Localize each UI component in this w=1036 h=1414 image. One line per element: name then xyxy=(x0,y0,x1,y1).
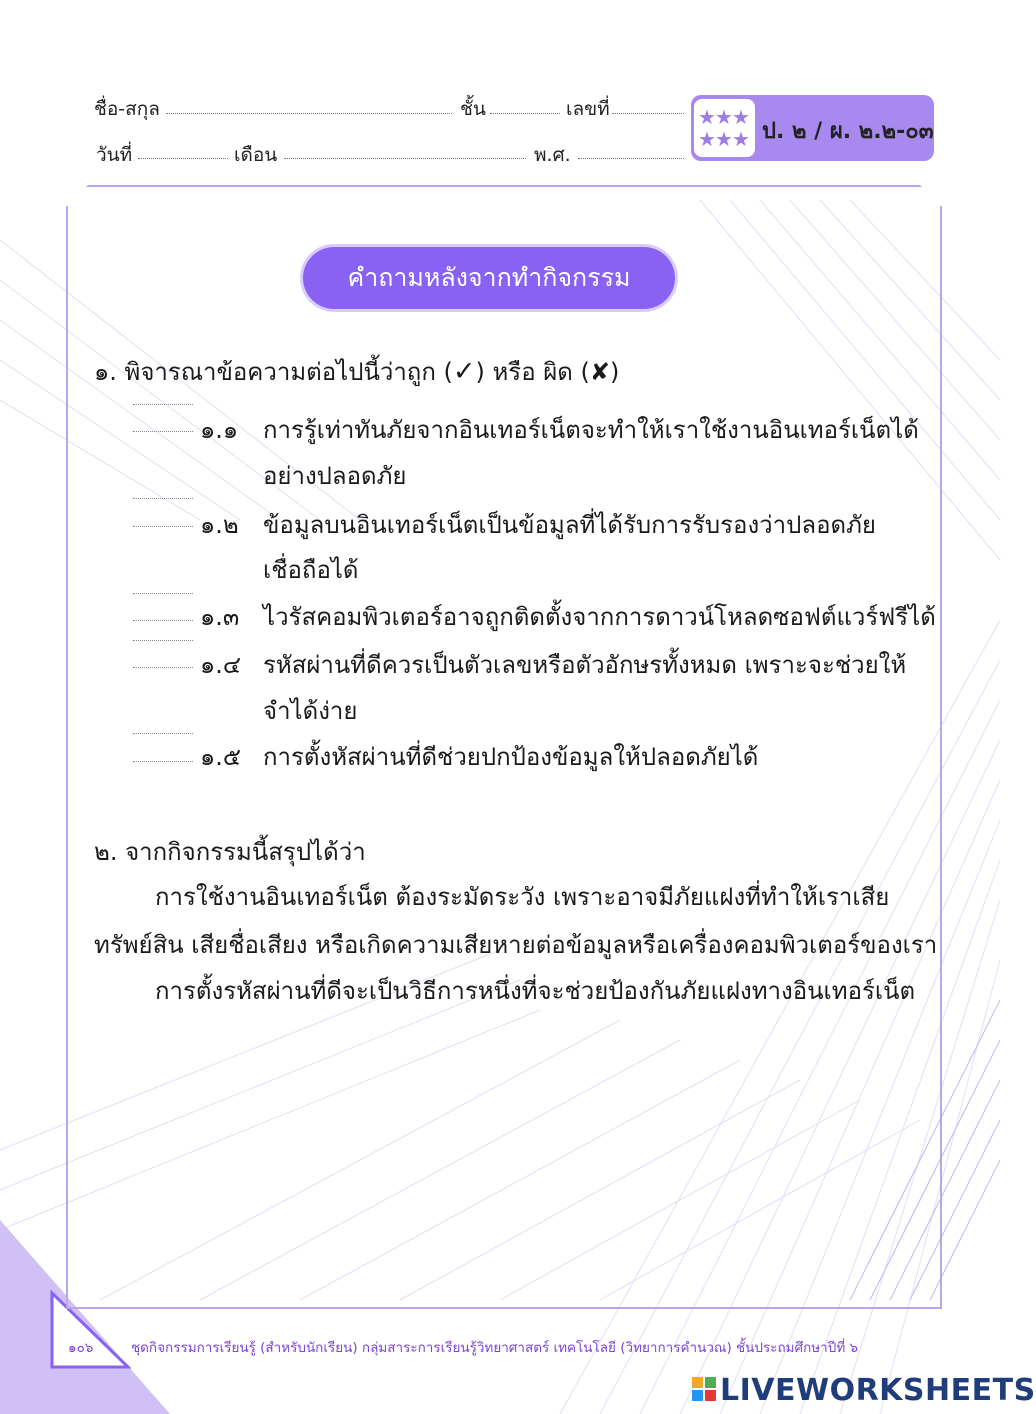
name-label: ชื่อ-สกุล xyxy=(94,98,160,120)
star-icon: ★ xyxy=(698,105,716,129)
check-icon: ✓ xyxy=(452,356,476,387)
q2-answer-line-2: ทรัพย์สิน เสียชื่อเสียง หรือเกิดความเสียหายต่อข้อมูลหรือเครื่องคอมพิวเตอร์ของเรา xyxy=(94,931,938,959)
item-number: ๑.๒ xyxy=(200,511,239,539)
answer-field-1-2[interactable] xyxy=(133,526,193,527)
liveworksheets-logo-icon xyxy=(692,1377,716,1401)
item-statement: การตั้งหัสผ่านที่ดีช่วยปกป้องข้อมูลให้ปลอดภัยได้ xyxy=(263,743,759,771)
rating-stars xyxy=(694,99,755,157)
month-field[interactable] xyxy=(284,158,526,159)
liveworksheets-watermark[interactable]: LIVEWORKSHEETS xyxy=(720,1373,1036,1408)
name-field[interactable] xyxy=(166,113,452,114)
lesson-code: ป. ๒ / ผ. ๒.๒-๐๓ xyxy=(762,119,934,144)
q2-answer-line-1: การใช้งานอินเทอร์เน็ต ต้องระมัดระวัง เพราะอาจมีภัยแฝงที่ทำให้เราเสีย xyxy=(155,883,890,911)
q1-prompt-text: ๑. พิจารณาข้อความต่อไปนี้ว่าถูก ( xyxy=(94,358,453,386)
answer-field-1-5[interactable] xyxy=(133,761,193,762)
item-statement-cont: จำได้ง่าย xyxy=(263,697,358,725)
answer-field-1-3[interactable] xyxy=(133,620,193,621)
item-statement-cont: เชื่อถือได้ xyxy=(263,556,359,584)
answer-field-1-4[interactable] xyxy=(133,667,193,668)
star-icon: ★ xyxy=(715,105,733,129)
book-title: ชุดกิจกรรมการเรียนรู้ (สำหรับนักเรียน) กลุ่มสาระการเรียนรู้วิทยาศาสตร์ เทคโนโลยี (วิทยาการคำนวณ) ชั้นประถมศึกษาปีที่ ๖ xyxy=(131,1340,859,1356)
section-title: คำถามหลังจากทำกิจกรรม xyxy=(303,247,675,309)
q2-answer-line-3: การตั้งรหัสผ่านที่ดีจะเป็นวิธีการหนึ่งที่จะช่วยป้องกันภัยแฝงทางอินเทอร์เน็ต xyxy=(155,977,916,1005)
star-icon: ★ xyxy=(732,127,750,151)
cross-icon: ✘ xyxy=(589,358,610,386)
q1-prompt-text-2: ) หรือ ผิด ( xyxy=(475,358,590,386)
star-icon: ★ xyxy=(732,105,750,129)
year-label: พ.ศ. xyxy=(534,144,571,166)
page-number: ๑๐๖ xyxy=(68,1340,94,1356)
star-icon: ★ xyxy=(698,127,716,151)
item-statement: การรู้เท่าทันภัยจากอินเทอร์เน็ตจะทำให้เราใช้งานอินเทอร์เน็ตได้ xyxy=(263,416,919,444)
item-number: ๑.๔ xyxy=(200,651,242,679)
item-statement: ไวรัสคอมพิวเตอร์อาจถูกติดตั้งจากการดาวน์โหลดซอฟต์แวร์ฟรีได้ xyxy=(263,603,936,631)
q2-prompt: ๒. จากกิจกรรมนี้สรุปได้ว่า xyxy=(94,838,366,866)
answer-guide-line xyxy=(133,498,193,499)
day-field[interactable] xyxy=(138,158,228,159)
item-statement: ข้อมูลบนอินเทอร์เน็ตเป็นข้อมูลที่ได้รับการรับรองว่าปลอดภัย xyxy=(263,511,876,539)
answer-guide-line xyxy=(133,640,193,641)
q1-prompt-text-3: ) xyxy=(609,358,620,386)
answer-field-1-1[interactable] xyxy=(133,431,193,432)
item-statement-cont: อย่างปลอดภัย xyxy=(263,462,407,490)
item-number: ๑.๕ xyxy=(200,743,242,771)
item-number: ๑.๑ xyxy=(200,416,239,444)
answer-guide-line xyxy=(133,593,193,594)
class-field[interactable] xyxy=(490,113,560,114)
month-label: เดือน xyxy=(234,144,278,166)
day-label: วันที่ xyxy=(96,144,133,166)
q1-prompt xyxy=(94,352,619,391)
answer-guide-line xyxy=(133,733,193,734)
item-statement: รหัสผ่านที่ดีควรเป็นตัวเลขหรือตัวอักษรทั้งหมด เพราะจะช่วยให้ xyxy=(263,651,907,679)
star-icon: ★ xyxy=(715,127,733,151)
number-label: เลขที่ xyxy=(566,98,610,120)
number-field[interactable] xyxy=(612,113,684,114)
class-label: ชั้น xyxy=(460,98,486,120)
year-field[interactable] xyxy=(578,158,684,159)
answer-guide-line xyxy=(133,404,193,405)
item-number: ๑.๓ xyxy=(200,603,240,631)
